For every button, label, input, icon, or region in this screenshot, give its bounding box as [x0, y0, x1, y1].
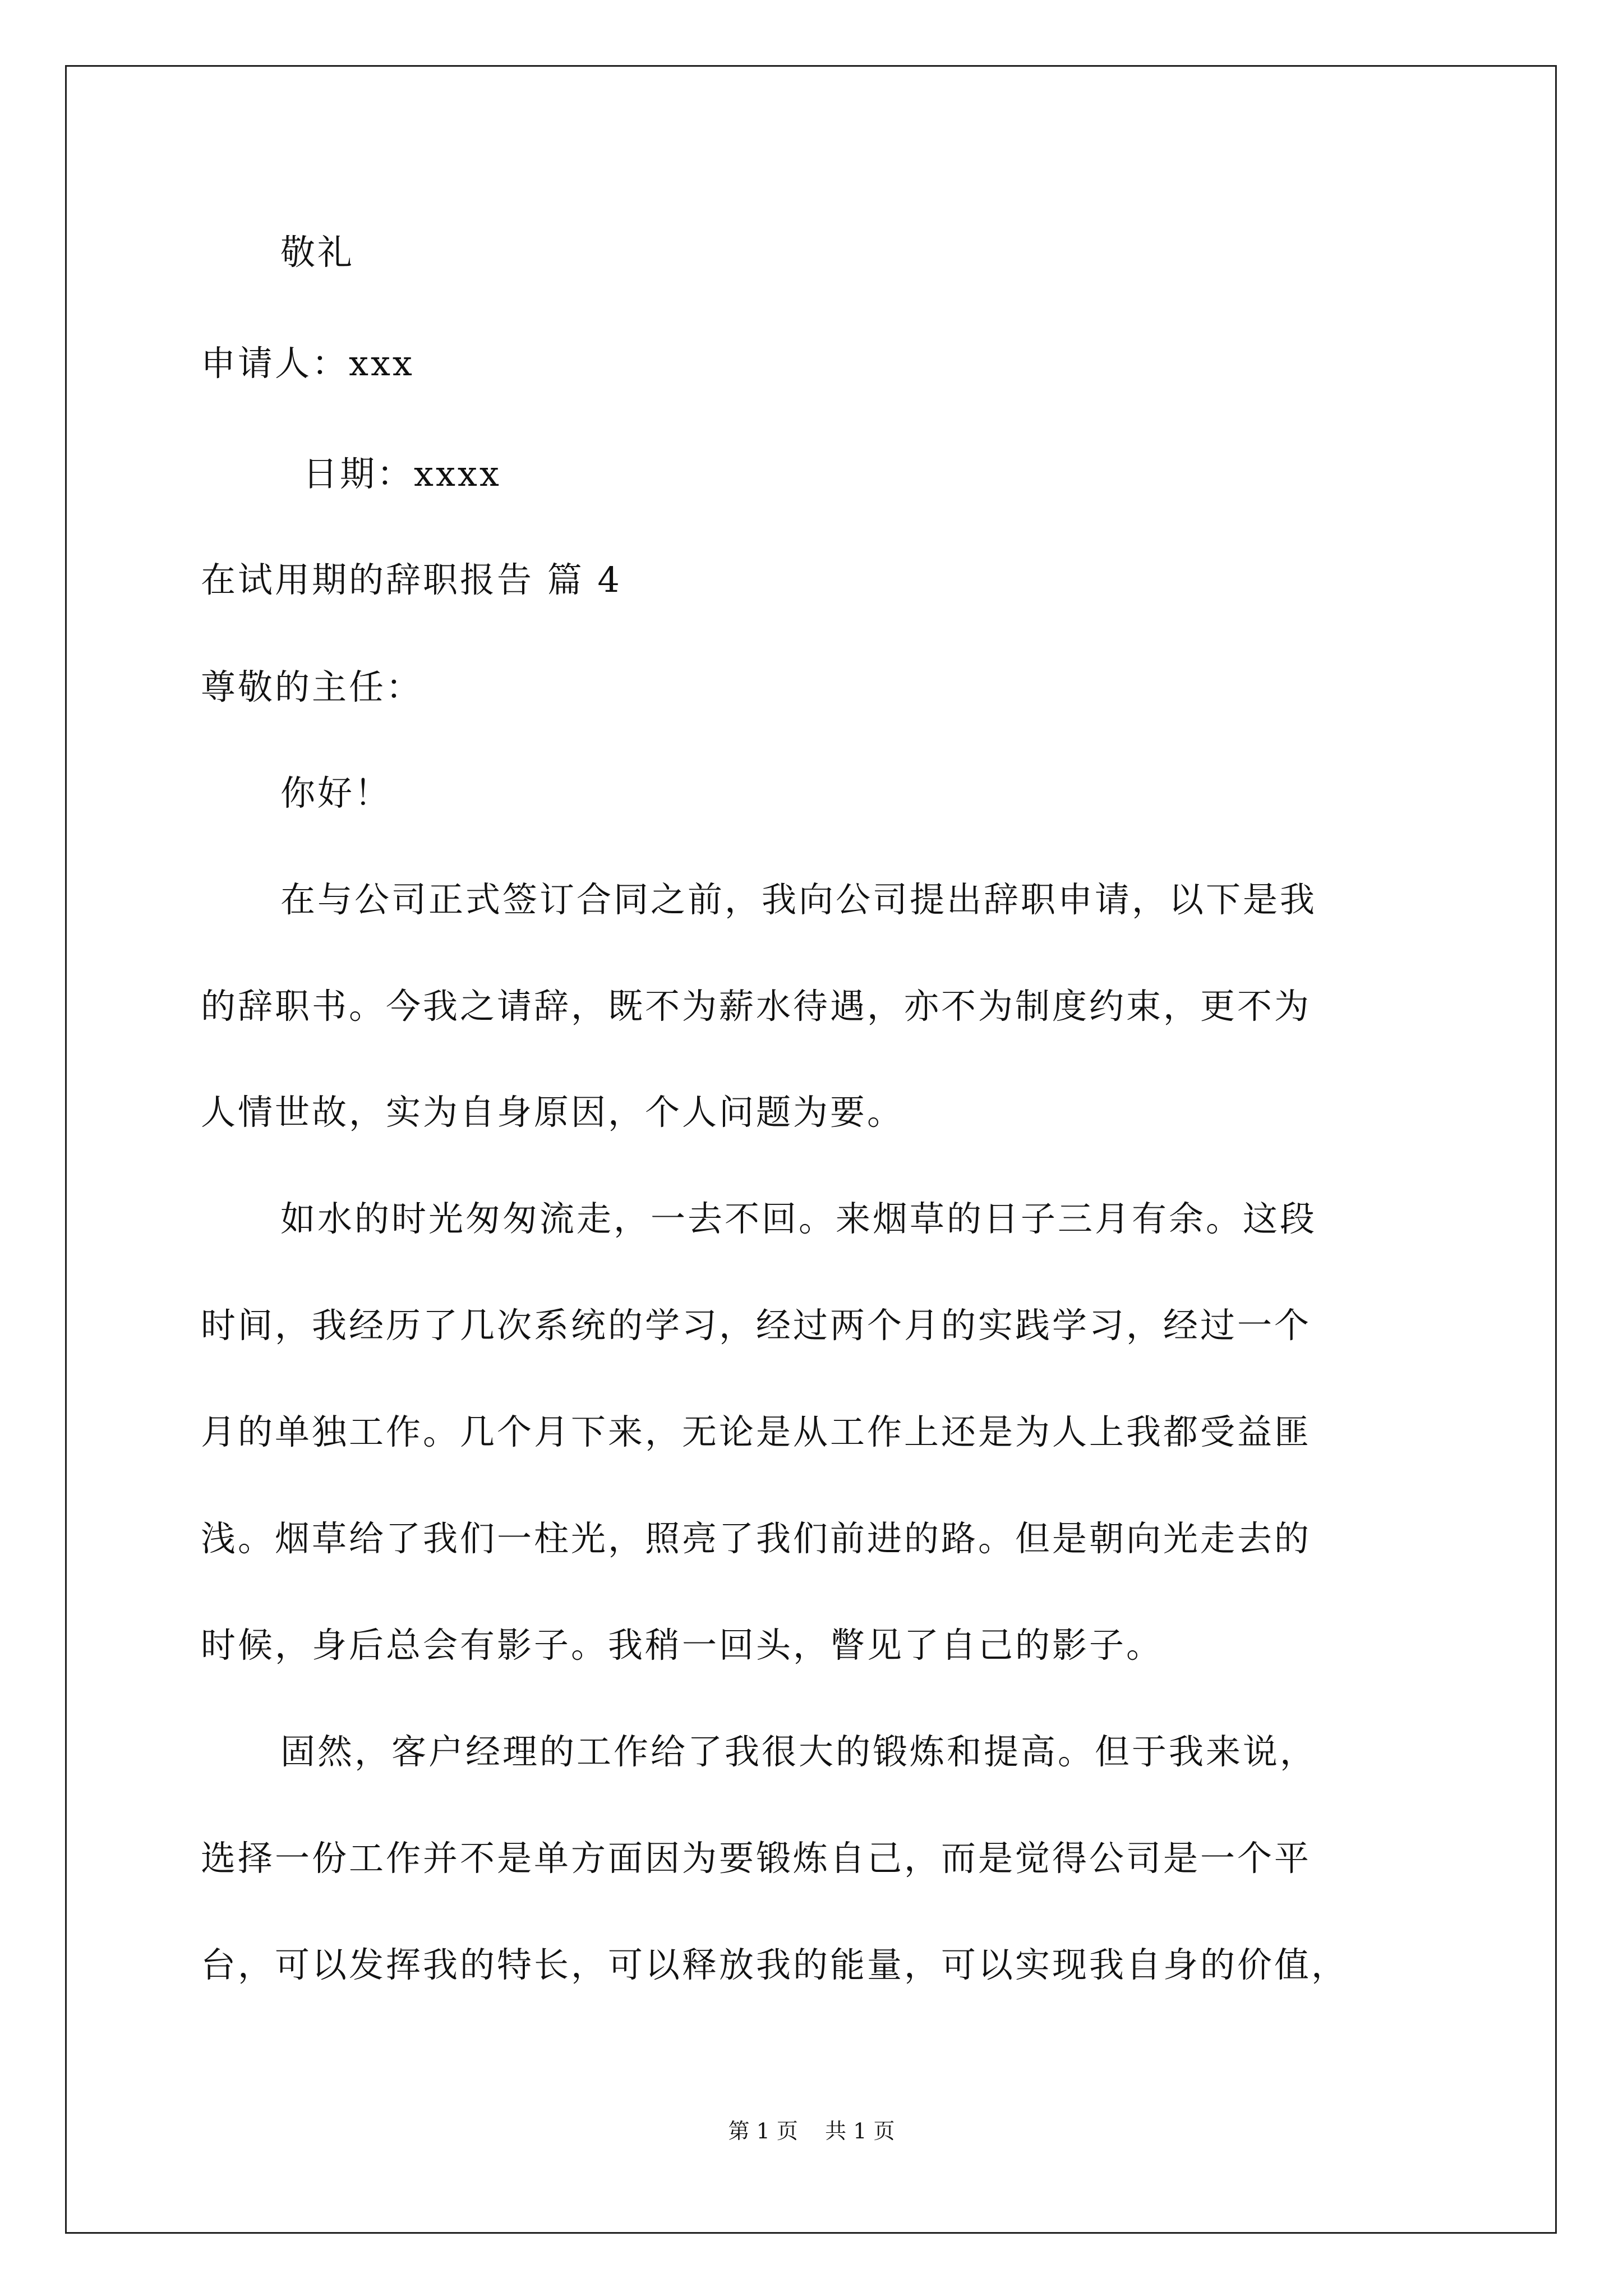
paragraph-1-line-1: 在与公司正式签订合同之前，我向公司提出辞职申请，以下是我	[280, 879, 1317, 920]
paragraph-2-line-2: 时间，我经历了几次系统的学习，经过两个月的实践学习，经过一个	[201, 1305, 1312, 1346]
closing-salutation: 敬礼	[280, 232, 355, 273]
paragraph-2-line-4: 浅。烟草给了我们一柱光，照亮了我们前进的路。但是朝向光走去的	[201, 1518, 1312, 1559]
paragraph-1-line-3: 人情世故，实为自身原因，个人问题为要。	[201, 1092, 905, 1133]
addressee: 尊敬的主任：	[201, 666, 423, 707]
date-line: 日期：xxxx	[303, 453, 501, 494]
applicant-line: 申请人：xxx	[201, 343, 414, 384]
paragraph-2-line-1: 如水的时光匆匆流走，一去不回。来烟草的日子三月有余。这段	[280, 1198, 1317, 1239]
paragraph-1-line-2: 的辞职书。今我之请辞，既不为薪水待遇，亦不为制度约束，更不为	[201, 986, 1312, 1027]
section-title: 在试用期的辞职报告 篇 4	[201, 559, 622, 600]
paragraph-2-line-5: 时候，身后总会有影子。我稍一回头，瞥见了自己的影子。	[201, 1625, 1164, 1665]
paragraph-3-line-1: 固然，客户经理的工作给了我很大的锻炼和提高。但于我来说，	[280, 1731, 1317, 1772]
greeting: 你好！	[280, 772, 392, 813]
paragraph-2-line-3: 月的单独工作。几个月下来，无论是从工作上还是为人上我都受益匪	[201, 1411, 1312, 1452]
paragraph-3-line-3: 台，可以发挥我的特长，可以释放我的能量，可以实现我自身的价值，	[201, 1944, 1349, 1985]
page-footer: 第 1 页 共 1 页	[728, 2119, 895, 2143]
paragraph-3-line-2: 选择一份工作并不是单方面因为要锻炼自己，而是觉得公司是一个平	[201, 1838, 1312, 1879]
